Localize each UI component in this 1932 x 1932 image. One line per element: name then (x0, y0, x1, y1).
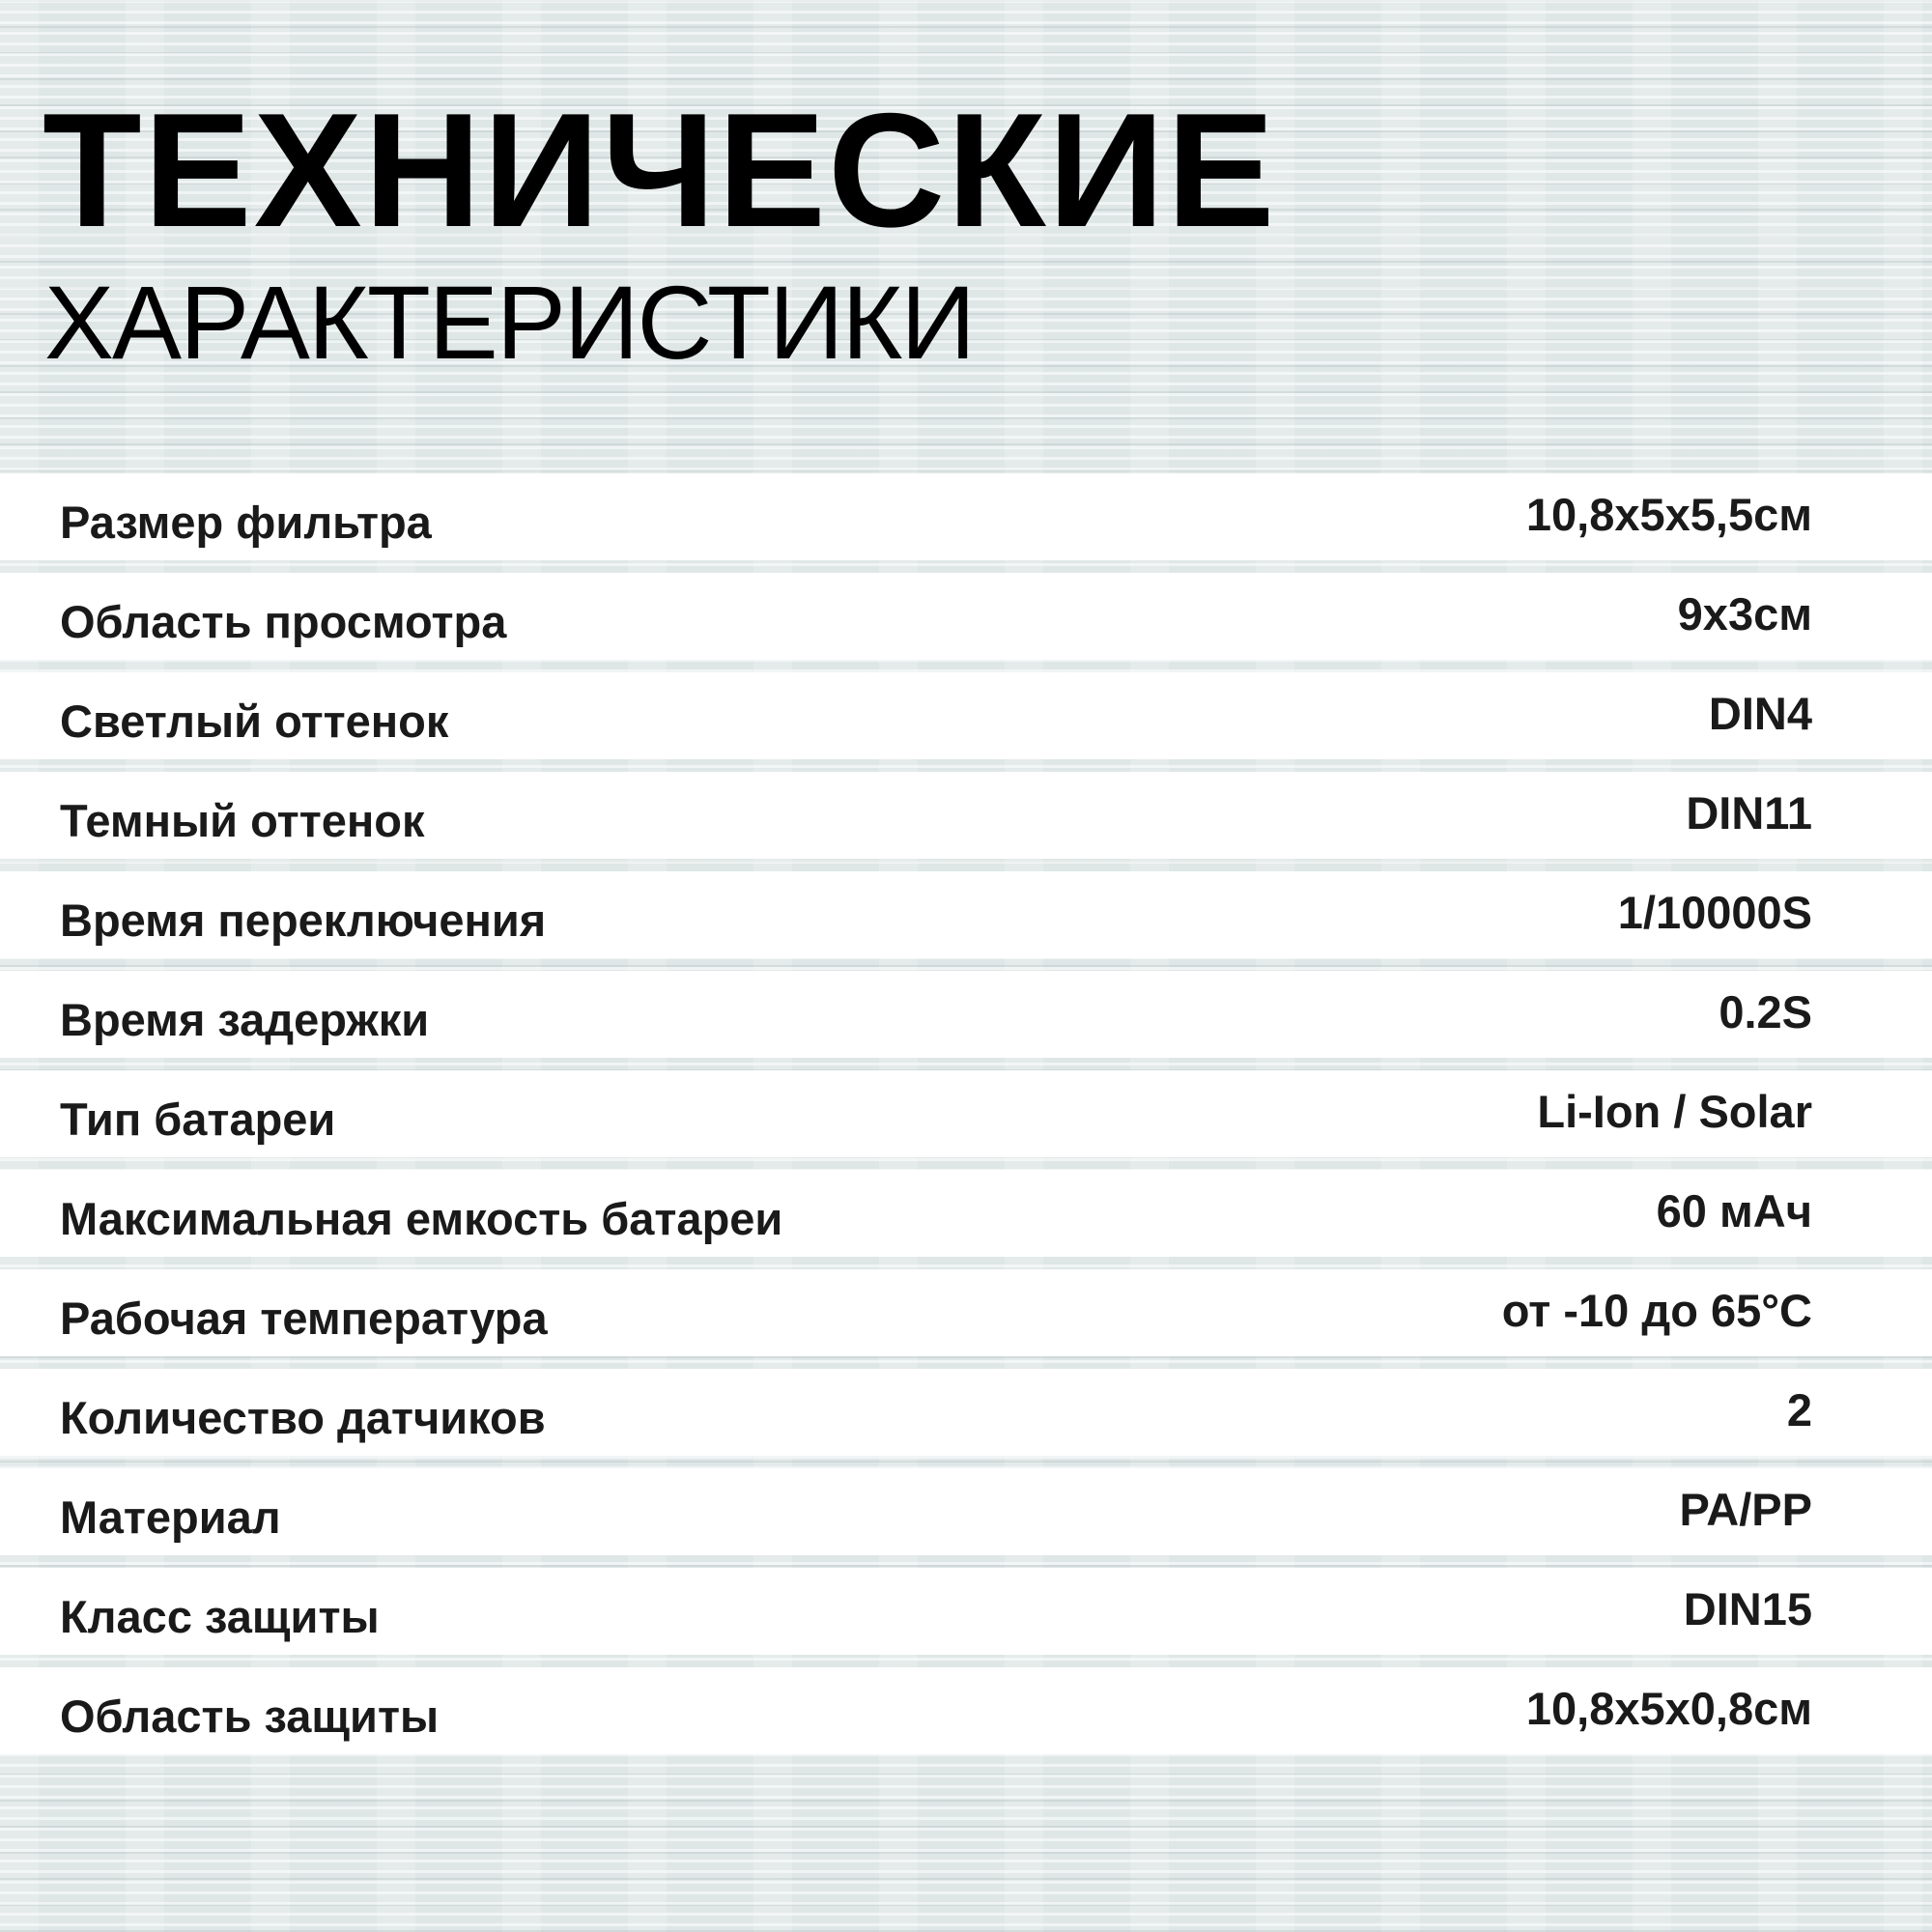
spec-label: Рабочая температура (60, 1292, 548, 1344)
spec-row-protection-class (0, 1568, 1932, 1655)
spec-label: Светлый оттенок (60, 695, 449, 747)
spec-value: 10,8x5x0,8см (1525, 1682, 1812, 1734)
spec-label: Область защиты (60, 1690, 440, 1742)
spec-label: Материал (60, 1491, 281, 1543)
spec-value: DIN11 (1686, 786, 1812, 838)
spec-value: 9x3см (1677, 587, 1812, 639)
spec-value: Li-Ion / Solar (1537, 1085, 1812, 1137)
page-subtitle: ХАРАКТЕРИСТИКИ (44, 264, 975, 381)
spec-value: 1/10000S (1617, 886, 1812, 938)
spec-value: 2 (1786, 1383, 1812, 1435)
spec-label: Темный оттенок (60, 794, 425, 846)
spec-row-filter-size (0, 473, 1932, 560)
spec-row-view-area (0, 573, 1932, 660)
spec-label: Количество датчиков (60, 1391, 546, 1443)
spec-table (0, 473, 1932, 1754)
spec-value: от -10 до 65°C (1501, 1284, 1812, 1336)
spec-row-battery-type (0, 1070, 1932, 1157)
spec-row-battery-capacity (0, 1170, 1932, 1257)
spec-value: 10,8x5x5,5см (1525, 488, 1812, 540)
spec-row-operating-temperature (0, 1269, 1932, 1356)
spec-value: DIN15 (1683, 1582, 1812, 1634)
spec-value: 0.2S (1719, 985, 1812, 1037)
spec-value: PA/PP (1679, 1483, 1812, 1535)
spec-row-dark-shade (0, 772, 1932, 859)
spec-label: Время задержки (60, 993, 430, 1045)
spec-label: Максимальная емкость батареи (60, 1192, 783, 1244)
spec-label: Класс защиты (60, 1590, 380, 1642)
spec-label: Размер фильтра (60, 496, 432, 548)
spec-row-sensor-count (0, 1369, 1932, 1456)
spec-value: 60 мАч (1656, 1184, 1812, 1236)
spec-label: Тип батареи (60, 1093, 336, 1145)
page-title: ТЕХНИЧЕСКИЕ (43, 79, 1277, 261)
spec-label: Область просмотра (60, 595, 507, 647)
spec-row-switching-time (0, 871, 1932, 958)
spec-row-delay-time (0, 971, 1932, 1058)
spec-label: Время переключения (60, 894, 547, 946)
spec-value: DIN4 (1708, 687, 1812, 739)
spec-row-material (0, 1468, 1932, 1555)
spec-row-protection-area (0, 1667, 1932, 1754)
spec-row-light-shade (0, 672, 1932, 759)
